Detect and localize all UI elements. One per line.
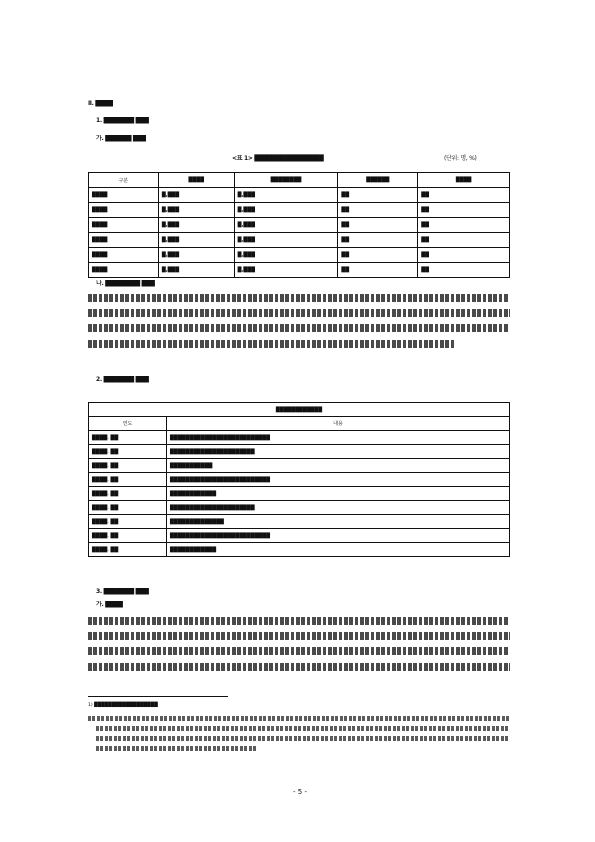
table-cell: ██████████████ xyxy=(167,515,510,529)
table1 xyxy=(88,172,510,278)
table1-unit: (단위: 명, %) xyxy=(444,155,477,162)
table-cell: ████. ██ xyxy=(89,459,167,473)
table1-header-cell: ██████ xyxy=(338,173,418,188)
table-cell: ███████████ xyxy=(167,459,510,473)
subheading-1: 1. ███████ ███ xyxy=(96,117,149,124)
table-cell: ██ xyxy=(338,263,418,278)
table-row xyxy=(89,248,510,263)
subheading-3: 나. ████████ ███ xyxy=(96,280,155,287)
subheading-4: 2. ███████ ███ xyxy=(96,376,149,383)
section-heading: Ⅱ. ████ xyxy=(88,100,113,107)
table2 xyxy=(88,402,510,557)
table-cell: █,███ xyxy=(158,233,234,248)
table-row xyxy=(89,188,510,203)
table-cell: ████. ██ xyxy=(89,487,167,501)
table-cell: ████ xyxy=(89,263,159,278)
table2-header-row xyxy=(89,417,510,431)
paragraph-2 xyxy=(88,617,510,678)
table-cell: ████ xyxy=(89,233,159,248)
footnote-line xyxy=(96,736,510,741)
table-cell: ██████████████████████ xyxy=(167,445,510,459)
footnote-label: 1) ██████████████████ xyxy=(88,703,158,708)
table-cell: ██ xyxy=(418,203,510,218)
table-cell: █,███ xyxy=(158,248,234,263)
table-cell: ████████████ xyxy=(167,487,510,501)
footnote-rule xyxy=(88,696,228,697)
table2-header-cell: 내용 xyxy=(167,417,510,431)
table-cell: ██ xyxy=(338,233,418,248)
table-cell: ████. ██ xyxy=(89,529,167,543)
table-row xyxy=(89,445,510,459)
table-cell: ████ xyxy=(89,248,159,263)
table-cell: ████. ██ xyxy=(89,431,167,445)
table2-title-row xyxy=(89,403,510,417)
table-cell: █,███ xyxy=(234,233,338,248)
table-row xyxy=(89,543,510,557)
table-cell: ██ xyxy=(338,248,418,263)
table1-header-cell: 구분 xyxy=(89,173,159,188)
table-cell: ██ xyxy=(338,203,418,218)
table-cell: ██████████████████████████ xyxy=(167,431,510,445)
table-cell: ████ xyxy=(89,188,159,203)
table-row xyxy=(89,473,510,487)
table-cell: ██ xyxy=(418,233,510,248)
table-row xyxy=(89,233,510,248)
table-cell: ████. ██ xyxy=(89,473,167,487)
table-cell: ████. ██ xyxy=(89,445,167,459)
table-cell: ██████████████████████████ xyxy=(167,473,510,487)
page-number: - 5 - xyxy=(293,788,307,796)
table-row xyxy=(89,459,510,473)
table-cell: ██████████████████████ xyxy=(167,501,510,515)
table-cell: █,███ xyxy=(158,188,234,203)
table-row xyxy=(89,203,510,218)
table-cell: ██ xyxy=(418,263,510,278)
table-cell: ████ xyxy=(89,203,159,218)
table-cell: ██████████████████████████ xyxy=(167,529,510,543)
table-cell: █,███ xyxy=(158,203,234,218)
footnote-line xyxy=(88,716,510,721)
table1-header-cell: ████████ xyxy=(234,173,338,188)
table1-header-cell: ████ xyxy=(418,173,510,188)
paragraph-1 xyxy=(88,294,510,355)
table-cell: ████████████ xyxy=(167,543,510,557)
table-row xyxy=(89,529,510,543)
table-row xyxy=(89,431,510,445)
table1-header-row xyxy=(89,173,510,188)
subheading-5: 3. ███████ ███ xyxy=(96,588,149,595)
table-cell: █,███ xyxy=(234,203,338,218)
table-cell: █,███ xyxy=(158,263,234,278)
table2-title: ████████████ xyxy=(89,403,510,417)
table1-header-cell: ████ xyxy=(158,173,234,188)
table-cell: ████. ██ xyxy=(89,501,167,515)
table-cell: ████. ██ xyxy=(89,515,167,529)
footnote-line xyxy=(96,746,256,751)
table1-caption: <표 1> ████████████████ xyxy=(232,155,324,162)
table-cell: ████. ██ xyxy=(89,543,167,557)
subheading-2: 가. ██████ ███ xyxy=(96,135,146,142)
table-row xyxy=(89,501,510,515)
table-cell: ██ xyxy=(418,188,510,203)
subheading-6: 가. ████ xyxy=(96,601,123,608)
table-cell: █,███ xyxy=(234,188,338,203)
table-cell: ██ xyxy=(418,218,510,233)
table-cell: █,███ xyxy=(234,263,338,278)
table-row xyxy=(89,218,510,233)
table-cell: █,███ xyxy=(234,248,338,263)
table-cell: █,███ xyxy=(234,218,338,233)
table2-header-cell: 연도 xyxy=(89,417,167,431)
table-row xyxy=(89,263,510,278)
table-cell: ████ xyxy=(89,218,159,233)
footnote-line xyxy=(96,726,510,731)
table-cell: █,███ xyxy=(158,218,234,233)
table-cell: ██ xyxy=(338,218,418,233)
table-row xyxy=(89,515,510,529)
table-cell: ██ xyxy=(418,248,510,263)
table-cell: ██ xyxy=(338,188,418,203)
table-row xyxy=(89,487,510,501)
